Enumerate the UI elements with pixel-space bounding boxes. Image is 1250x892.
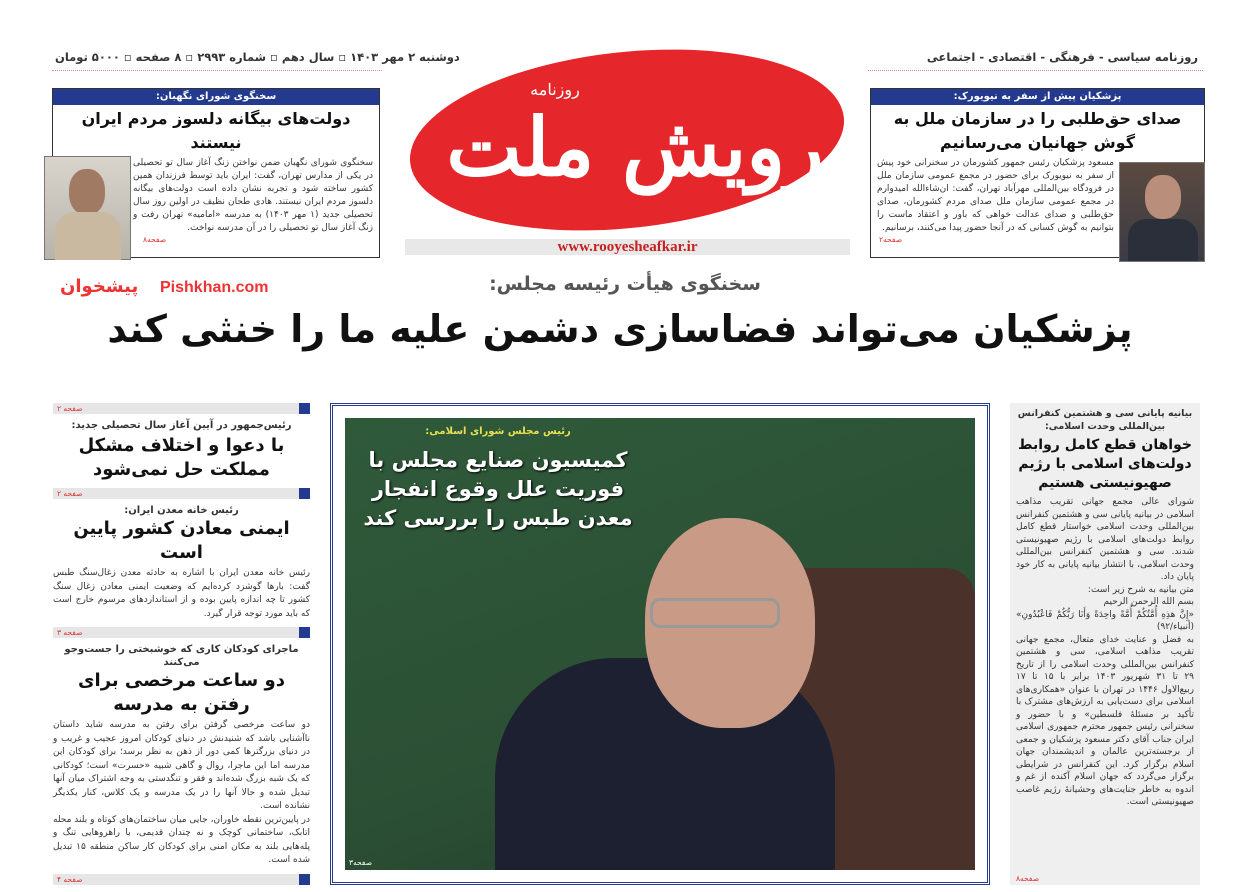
item-kicker: رئیس‌جمهور در آیین آغاز سال تحصیلی جدید: — [71, 420, 292, 431]
divider — [868, 70, 1203, 71]
newspaper-logo — [405, 45, 850, 260]
divider — [52, 70, 382, 71]
date-line: دوشنبه ۲ مهر ۱۴۰۳ ▫ سال دهم ▫ شماره ۲۹۹۳ ▫ ۸ صفحه ▫ ۵۰۰۰ تومان — [55, 50, 460, 64]
item-body: رئیس خانه معدن ایران با اشاره به حادثه معدن زغال‌سنگ طبس گفت: بارها گوشزد کرده‌ایم که وضعیت ایمنی معادن زغال سنگ کشور تا چه اندازه پایین بوده و از استانداردهای مرسوم خارج است که باید مورد توجه قرار گیرد. — [53, 568, 310, 619]
story-body: سخنگوی شورای نگهبان ضمن نواختن زنگ آغاز سال تو تحصیلی در یکی از مدارس تهران، گفت: ایران باید توسط فرزندان همین کشور ساخته شود و تجربه نشان داده است دولت‌های بیگانه دلسوز مردم ایران نیستند. هادی طحان نظیف در اولین روز سال تحصیلی جدید (۱ مهر ۱۴۰۳) به مدرسه «امامیه» تهران رفت و زنگ آغاز سال تو تحصیلی را در آن مدرسه نواخت. — [133, 158, 373, 233]
item-headline: دو ساعت مرخصی برای رفتن به مدرسه — [78, 670, 285, 715]
item-headline: ایمنی معادن کشور پایین است — [73, 518, 290, 563]
svg-text:روزنامه: روزنامه — [530, 80, 580, 99]
page-ref[interactable]: صفحه۸ — [1016, 874, 1040, 883]
photo-headline: کمیسیون صنایع مجلس با فوریت علل وقوع انفجار معدن طبس را بررسی کند — [363, 448, 633, 530]
story-body: شورای عالی مجمع جهانی تقریب مذاهب اسلامی در بیانیه پایانی سی و هشتمین کنفرانس بین‌المللی وحدت اسلامی خواستار قطع کامل روابط دولت‌های اسلامی با رژیم صهیونیستی شدند. سی و هشتمین کنفرانس بین‌المللی وحدت اسلامی، با انتشار بیانیه پایانی به کار خود پایان داد. — [1016, 497, 1194, 582]
page-ref[interactable]: صفحه۸ — [143, 235, 167, 244]
news-item[interactable] — [53, 627, 310, 868]
story-quote: «إِنَّ هذِهِ أُمَّتُکُمْ أُمَّةً واحِدَةً وَأَنَا رَبُّکُمْ فَاعْبُدُونِ» (أنبیاء/۹۲) — [1016, 609, 1194, 632]
pezeshkian-photo — [1119, 162, 1205, 262]
story-body: بسم الله الرحمن الرحیم — [1103, 597, 1194, 607]
glasses — [650, 598, 780, 628]
photo — [345, 418, 975, 870]
section-bar — [53, 874, 310, 885]
section-bar — [53, 488, 310, 499]
spokesman-photo — [44, 156, 131, 260]
page-ref[interactable]: صفحه۳ — [349, 858, 373, 867]
story-headline: دولت‌های بیگانه دلسوز مردم ایران نیستند — [81, 109, 351, 152]
story-body: متن بیانیه به شرح زیر است: — [1087, 584, 1194, 595]
section-bar — [53, 403, 310, 414]
news-item[interactable] — [53, 403, 310, 482]
item-kicker: ماجرای کودکان کاری که خوشبختی را جست‌وجو می‌کنند — [64, 644, 299, 668]
main-kicker: سخنگوی هیأت رئیسه مجلس: — [489, 273, 761, 295]
page-ref[interactable]: صفحه ۳ — [57, 628, 83, 637]
tagline: روزنامه سیاسی - فرهنگی - اقتصادی - اجتماعی — [926, 50, 1198, 64]
item-headline: با دعوا و اختلاف مشکل مملکت حل نمی‌شود — [78, 435, 285, 480]
story-body: به فضل و عنایت خدای متعال، مجمع جهانی تقریب مذاهب اسلامی، سی و هشتمین کنفرانس بین‌المللی وحدت اسلامی را از تاریخ ۲۹ تا ۳۱ شهریور ۱۴۰۳ برابر با ۱۵ تا ۱۷ ربیع‌الاول ۱۴۴۶ در تهران با عنوان «همکاری‌های اسلامی برای دست‌یابی به ارزش‌های مشترک با تأکید بر مسئلهٔ فلسطین» و با حضور و سخنرانی رئیس جمهور محترم جمهوری اسلامی ایران جناب آقای دکتر مسعود پزشکیان و جمعی از برجسته‌ترین عالمان و اندیشمندان جهان اسلام برگزار کرد. این کنفرانس در شرایطی برگزار می‌گردد که جهان اسلام آکنده از غم و اندوه به خاطر جنایت‌های وحشیانهٔ رژیم غاصب صهیونیستی است. — [1016, 634, 1195, 807]
story-kicker: بیانیه پایانی سی و هشتمین کنفرانس بین‌المللی وحدت اسلامی: — [1017, 408, 1193, 432]
page-ref[interactable]: صفحه۲ — [879, 235, 903, 244]
website-link[interactable]: www.rooyesheafkar.ir — [405, 239, 850, 255]
page-ref[interactable]: صفحه ۲ — [57, 489, 83, 498]
page-ref[interactable]: صفحه ۲ — [57, 404, 83, 413]
story-kicker: پزشکیان پیش از سفر به نیویورک: — [871, 89, 1204, 105]
item-kicker: رئیس خانه معدن ایران: — [124, 505, 239, 516]
watermark-script: پیشخوان — [60, 276, 139, 297]
watermark-url: Pishkhan.com — [160, 279, 269, 296]
news-item[interactable] — [53, 488, 310, 621]
page-ref[interactable]: صفحه ۴ — [57, 874, 83, 884]
photo-story[interactable] — [330, 403, 990, 885]
story-body: مسعود پزشکیان رئیس جمهور کشورمان در سخنرانی خود پیش از سفر به نیویورک برای حضور در مجمع عمومی سازمان ملل در فرودگاه بین‌المللی مهرآباد تهران، گفت: ان‌شاءالله امیدوارم در مجمع عمومی سازمان ملل صدای مردم کشورمان، صدای حق‌طلبی و صدای عدالت خواهی که باور و اعتقاد ماست را بتوانیم به گوش کسانی که در آنجا حضور پیدا می‌کنند، برسانیم. — [877, 158, 1114, 233]
section-bar — [53, 627, 310, 638]
logo-ellipse — [405, 45, 850, 240]
left-column — [53, 403, 310, 885]
right-column-story[interactable] — [1010, 403, 1200, 885]
story-headline: خواهان قطع کامل روابط دولت‌های اسلامی با رژیم صهیونیستی هستیم — [1018, 437, 1192, 491]
story-kicker: سخنگوی شورای نگهبان: — [53, 89, 379, 105]
item-body: دو ساعت مرخصی گرفتن برای رفتن به مدرسه شاید داستان ناآشنایی باشد که شنیدنش در دنیای کودکان امروز عجیب و غریب و در دنیای بزرگترها کمی دور از ذهن به نظر برسد؛ برای کودکان این مدرسه اما این ماجرا، روال و گاهی شبیه «حسرت» است؛ کودکانی که یک شبه بزرگ شده‌اند و فقر و تنگدستی به وجه اشتراک میان آنها تبدیل شده و حالا آنها را در یک مدرسه و یک کلاس، کنار یکدیگر نشانده است. در پایین‌ترین نقطه خاوران، جایی میان ساختمان‌های کوتاه و بلند محله اتابک، ساختمانی کوچک و نه چندان قدیمی، با راهروهایی تنگ و پله‌هایی بلند به مکان امنی برای کودکان کار ساکن منطقه ۱۵ تبدیل شده است. — [53, 720, 311, 865]
svg-text:رویش ملت: رویش ملت — [446, 100, 824, 194]
story-headline: صدای حق‌طلبی را در سازمان ملل به گوش جهانیان می‌رسانیم — [893, 109, 1182, 152]
main-headline[interactable]: پزشکیان می‌تواند فضاسازی دشمن علیه ما را خنثی کند — [107, 307, 1133, 351]
photo-kicker: رئیس مجلس شورای اسلامی: — [425, 426, 571, 437]
